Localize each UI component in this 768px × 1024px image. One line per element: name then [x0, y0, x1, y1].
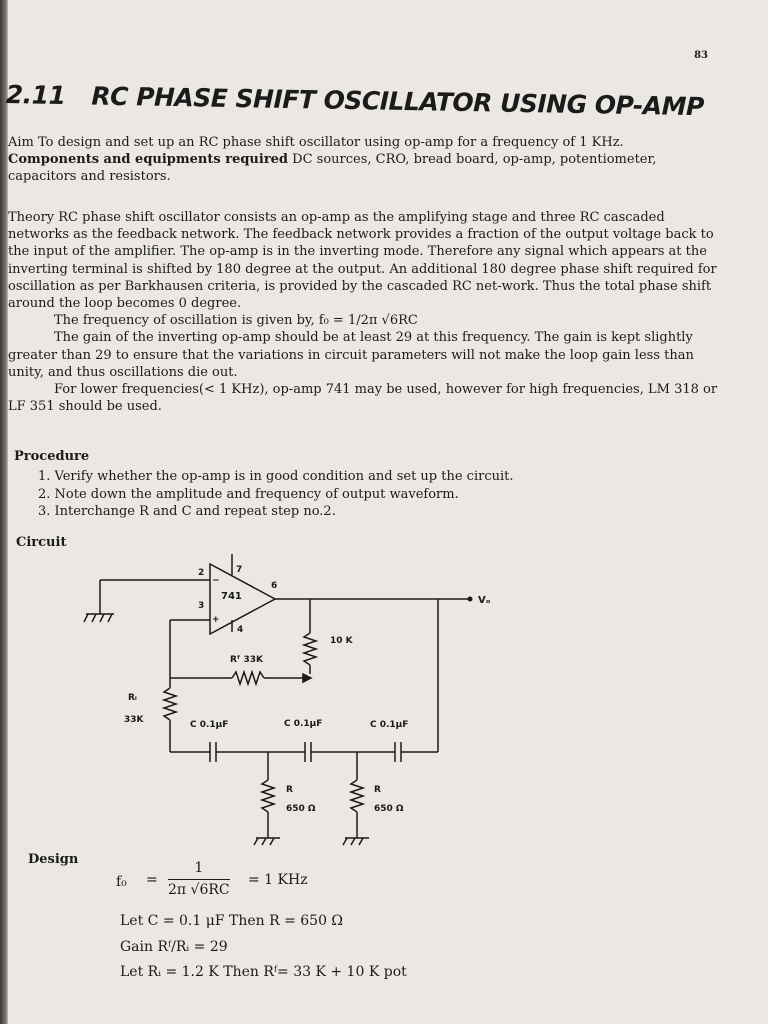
rf-label: Rᶠ 33K — [230, 655, 263, 665]
theory-label: Theory — [8, 210, 55, 225]
circuit-diagram — [0, 540, 768, 860]
pin-4-label: 4 — [237, 625, 244, 635]
rf-resistor — [232, 672, 264, 684]
frequency-formula-line: The frequency of oscillation is given by, f₀ = 1/2π √6RC — [54, 313, 418, 329]
noninverting-sign: + — [212, 615, 220, 625]
design-denominator: 2π √6RC — [168, 879, 230, 898]
pin-2-label: 2 — [198, 568, 205, 578]
shunt-resistor-1 — [262, 780, 274, 812]
section-title: RC PHASE SHIFT OSCILLATOR USING OP-AMP — [91, 81, 705, 122]
theory-text: RC phase shift oscillator consists an op-amp as the amplifying stage and three RC cascaded networks as the feedback network. The feedback network provides a fraction of the output voltage back to the input of the amplifier. The op-amp is in the inverting mode. Therefore any signal which appears at the inverting terminal is shifted by 180 degree at the output. An additional 180 degree phase shift required for oscillation as per Barkhausen criteria, is provided by the cascaded RC net-work. Thus the total phase shift around the loop becomes 0 degree. — [8, 210, 717, 312]
ri-value: 33K — [124, 715, 144, 725]
capacitor-1-label: C 0.1μF — [190, 720, 229, 730]
inverting-sign: − — [212, 576, 220, 586]
theory-section — [8, 209, 726, 415]
output-terminal — [468, 597, 473, 602]
procedure-step: 1. Verify whether the op-amp is in good condition and set up the circuit. — [38, 469, 514, 484]
ri-label: Rᵢ — [128, 693, 137, 703]
design-line-capacitor: Let C = 0.1 μF Then R = 650 Ω — [120, 913, 344, 929]
design-equals: = — [146, 872, 158, 888]
gain-paragraph: The gain of the inverting op-amp should be at least 29 at this frequency. The gain is kept slightly greater than 29 to ensure that the variations in circuit parameters will not make the loop gain less than unity, and thus oscillations die out. — [8, 330, 694, 380]
aim-section — [8, 134, 726, 186]
output-label: Vₒ — [478, 595, 491, 606]
ri-resistor — [164, 688, 176, 720]
components-label: Components and equipments required — [8, 152, 289, 168]
pin-7-label: 7 — [236, 565, 243, 575]
procedure-heading: Procedure — [14, 449, 90, 464]
shunt-resistor-2-value: 650 Ω — [374, 804, 404, 814]
page-title — [5, 80, 704, 121]
design-heading: Design — [28, 852, 79, 867]
design-line-resistor: Let Rᵢ = 1.2 K Then Rᶠ= 33 K + 10 K pot — [120, 964, 407, 980]
design-line-gain: Gain Rᶠ/Rᵢ = 29 — [120, 939, 228, 955]
opamp-symbol — [210, 564, 278, 634]
pin-3-label: 3 — [198, 601, 205, 611]
procedure-step: 2. Note down the amplitude and frequency of output waveform. — [38, 486, 459, 502]
capacitor-2-label: C 0.1μF — [284, 719, 323, 729]
design-result: = 1 KHz — [248, 872, 308, 888]
lower-frequency-paragraph: For lower frequencies(< 1 KHz), op-amp 741 may be used, however for high frequencies, LM 318 or LF 351 should be used. — [8, 382, 718, 415]
design-fo-symbol: f₀ — [116, 874, 127, 890]
components-text: DC sources, CRO, bread board, op-amp, potentiometer, capacitors and resistors. — [8, 152, 657, 185]
pot-resistor — [304, 633, 316, 665]
design-fraction — [168, 860, 230, 898]
shunt-resistor-1-label: R — [286, 785, 293, 795]
aim-label: Aim — [8, 135, 34, 150]
design-numerator: 1 — [194, 860, 204, 876]
shunt-resistor-1-value: 650 Ω — [286, 804, 316, 814]
opamp-label: 741 — [221, 591, 242, 602]
aim-text: To design and set up an RC phase shift oscillator using op-amp for a frequency of 1 KHz. — [38, 135, 624, 150]
pot-label: 10 K — [330, 636, 353, 646]
book-binding-edge — [0, 0, 8, 1024]
procedure-step: 3. Interchange R and C and repeat step no.2. — [38, 504, 336, 519]
circuit-heading: Circuit — [16, 535, 67, 550]
section-number: 2.11 — [5, 80, 66, 111]
page-number: 83 — [694, 50, 708, 61]
shunt-resistor-2-label: R — [374, 785, 381, 795]
procedure-list — [38, 468, 514, 521]
shunt-resistor-2 — [351, 780, 363, 812]
pin-6-label: 6 — [271, 581, 278, 591]
capacitor-3-label: C 0.1μF — [370, 720, 409, 730]
